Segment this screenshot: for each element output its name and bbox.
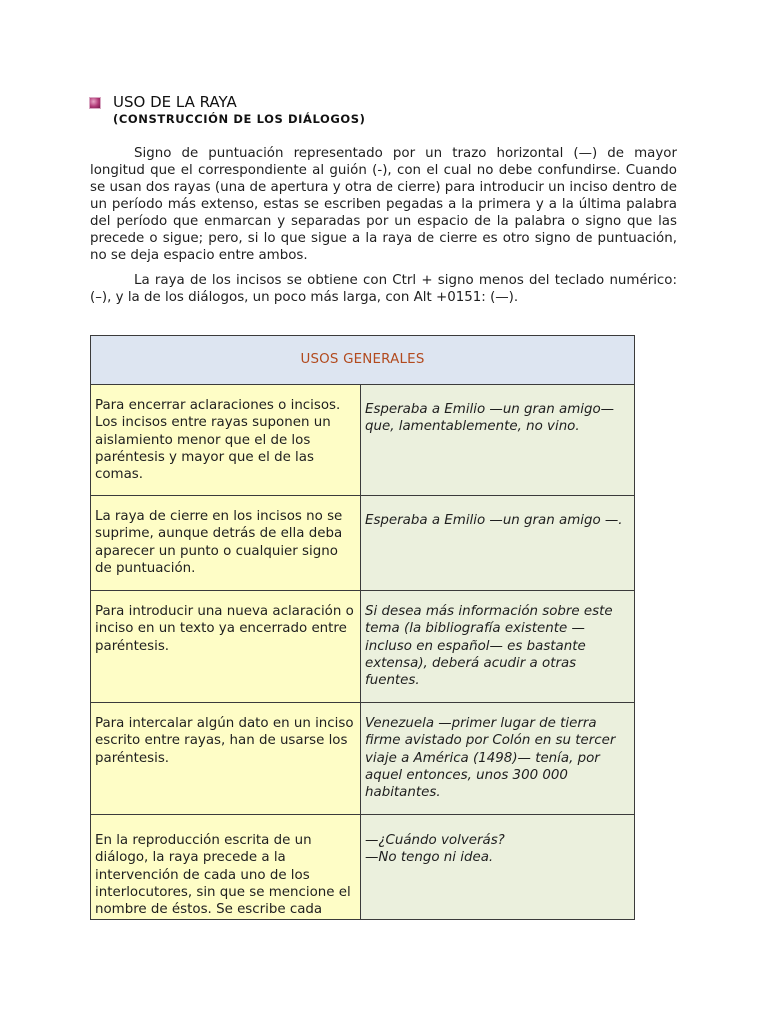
table-row [91, 496, 635, 591]
rule-cell [91, 385, 361, 496]
rule-text: La raya de cierre en los incisos no se suprime, aunque detrás de ella deba aparecer un punto o cualquier signo de puntuación. [95, 509, 343, 576]
table-header: USOS GENERALES [91, 336, 635, 385]
rule-text: Para encerrar aclaraciones o incisos. Los incisos entre rayas suponen un aislamiento menor que el de los paréntesis y mayor que el de las comas. [95, 398, 341, 483]
table-row [91, 703, 635, 815]
example-text [361, 815, 634, 873]
dialogue-line: —¿Cuándo volverás? [365, 833, 505, 848]
dialogue-line: —No tengo ni idea. [365, 850, 494, 866]
example-text: Venezuela —primer lugar de tierra firme avistado por Colón en su tercer viaje a América (1498)— tenía, por aquel entonces, unos 300 000 habitantes. [365, 716, 616, 801]
example-text: Si desea más información sobre este tema (la bibliografía existente —incluso en español— es bastante extensa), deberá acudir a otras fuentes. [365, 604, 613, 689]
example-text: Esperaba a Emilio —un gran amigo— que, lamentablemente, no vino. [365, 402, 615, 435]
example-cell [361, 815, 635, 920]
rule-text: Para introducir una nueva aclaración o inciso en un texto ya encerrado entre paréntesis. [95, 604, 354, 654]
example-cell [361, 703, 635, 815]
table-row [91, 591, 635, 703]
example-text: Esperaba a Emilio —un gran amigo —. [365, 513, 623, 528]
page-subtitle: (CONSTRUCCIÓN DE LOS DIÁLOGOS) [113, 112, 366, 126]
table-row [91, 385, 635, 496]
intro-paragraph: Signo de puntuación representado por un trazo horizontal (—) de mayor longitud que el correspondiente al guión (-), con el cual no debe confundirse. Cuando se usan dos rayas (una de apertura y otra de cierre) para introducir un inciso dentro de un período más extenso, estas se escriben pegadas a la primera y a la última palabra del período que enmarcan y separadas por un espacio de la palabra o signo que las precede o sigue; pero, si lo que sigue a la raya de cierre es otro signo de puntuación, no se deja espacio entre ambos. [90, 146, 677, 263]
rule-text: Para intercalar algún dato en un inciso escrito entre rayas, han de usarse los paréntesis. [95, 716, 354, 766]
rule-cell [91, 496, 361, 591]
rule-cell [91, 591, 361, 703]
example-cell [361, 385, 635, 496]
usos-table [90, 335, 635, 920]
table-row [91, 815, 635, 920]
square-bullet-icon [90, 98, 100, 108]
rule-cell [91, 815, 361, 920]
example-cell [361, 496, 635, 591]
page-title: USO DE LA RAYA [113, 93, 237, 111]
example-cell [361, 591, 635, 703]
rule-cell [91, 703, 361, 815]
rule-text: En la reproducción escrita de un diálogo, la raya precede a la intervención de cada uno de los interlocutores, sin que se mencione el nombre de éstos. Se escribe cada [95, 833, 351, 918]
keyboard-paragraph: La raya de los incisos se obtiene con Ctrl + signo menos del teclado numérico: (–), y la de los diálogos, un poco más larga, con Alt +0151: (—). [90, 273, 677, 305]
